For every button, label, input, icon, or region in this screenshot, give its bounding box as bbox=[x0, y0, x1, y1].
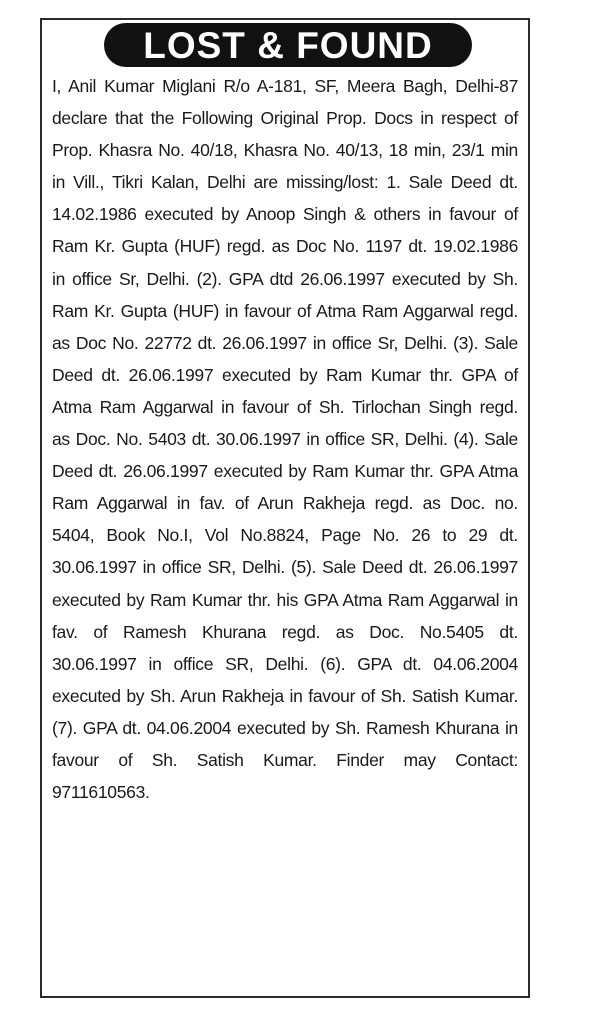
classified-ad-box bbox=[40, 18, 530, 998]
ad-body-text: I, Anil Kumar Miglani R/o A-181, SF, Meera Bagh, Delhi-87 declare that the Following Original Prop. Docs in respect of Prop. Khasra No. 40/18, Khasra No. 40/13, 18 min, 23/1 min in Vill., Tikri Kalan, Delhi are missing/lost: 1. Sale Deed dt. 14.02.1986 executed by Anoop Singh & others in favour of Ram Kr. Gupta (HUF) regd. as Doc No. 1197 dt. 19.02.1986 in office Sr, Delhi. (2). GPA dtd 26.06.1997 executed by Sh. Ram Kr. Gupta (HUF) in favour of Atma Ram Aggarwal regd. as Doc No. 22772 dt. 26.06.1997 in office Sr, Delhi. (3). Sale Deed dt. 26.06.1997 executed by Ram Kumar thr. GPA of Atma Ram Aggarwal in favour of Sh. Tirlochan Singh regd. as Doc. No. 5403 dt. 30.06.1997 in office SR, Delhi. (4). Sale Deed dt. 26.06.1997 executed by Ram Kumar thr. GPA Atma Ram Aggarwal in fav. of Arun Rakheja regd. as Doc. no. 5404, Book No.I, Vol No.8824, Page No. 26 to 29 dt. 30.06.1997 in office SR, Delhi. (5). Sale Deed dt. 26.06.1997 executed by Ram Kumar thr. his GPA Atma Ram Aggarwal in fav. of Ramesh Khurana regd. as Doc. No.5405 dt. 30.06.1997 in office SR, Delhi. (6). GPA dt. 04.06.2004 executed by Sh. Arun Rakheja in favour of Sh. Satish Kumar. (7). GPA dt. 04.06.2004 executed by Sh. Ramesh Khurana in favour of Sh. Satish Kumar. Finder may Contact: 9711610563. bbox=[52, 76, 518, 803]
ad-title: LOST & FOUND bbox=[143, 24, 433, 66]
lost-and-found-banner bbox=[104, 23, 472, 67]
